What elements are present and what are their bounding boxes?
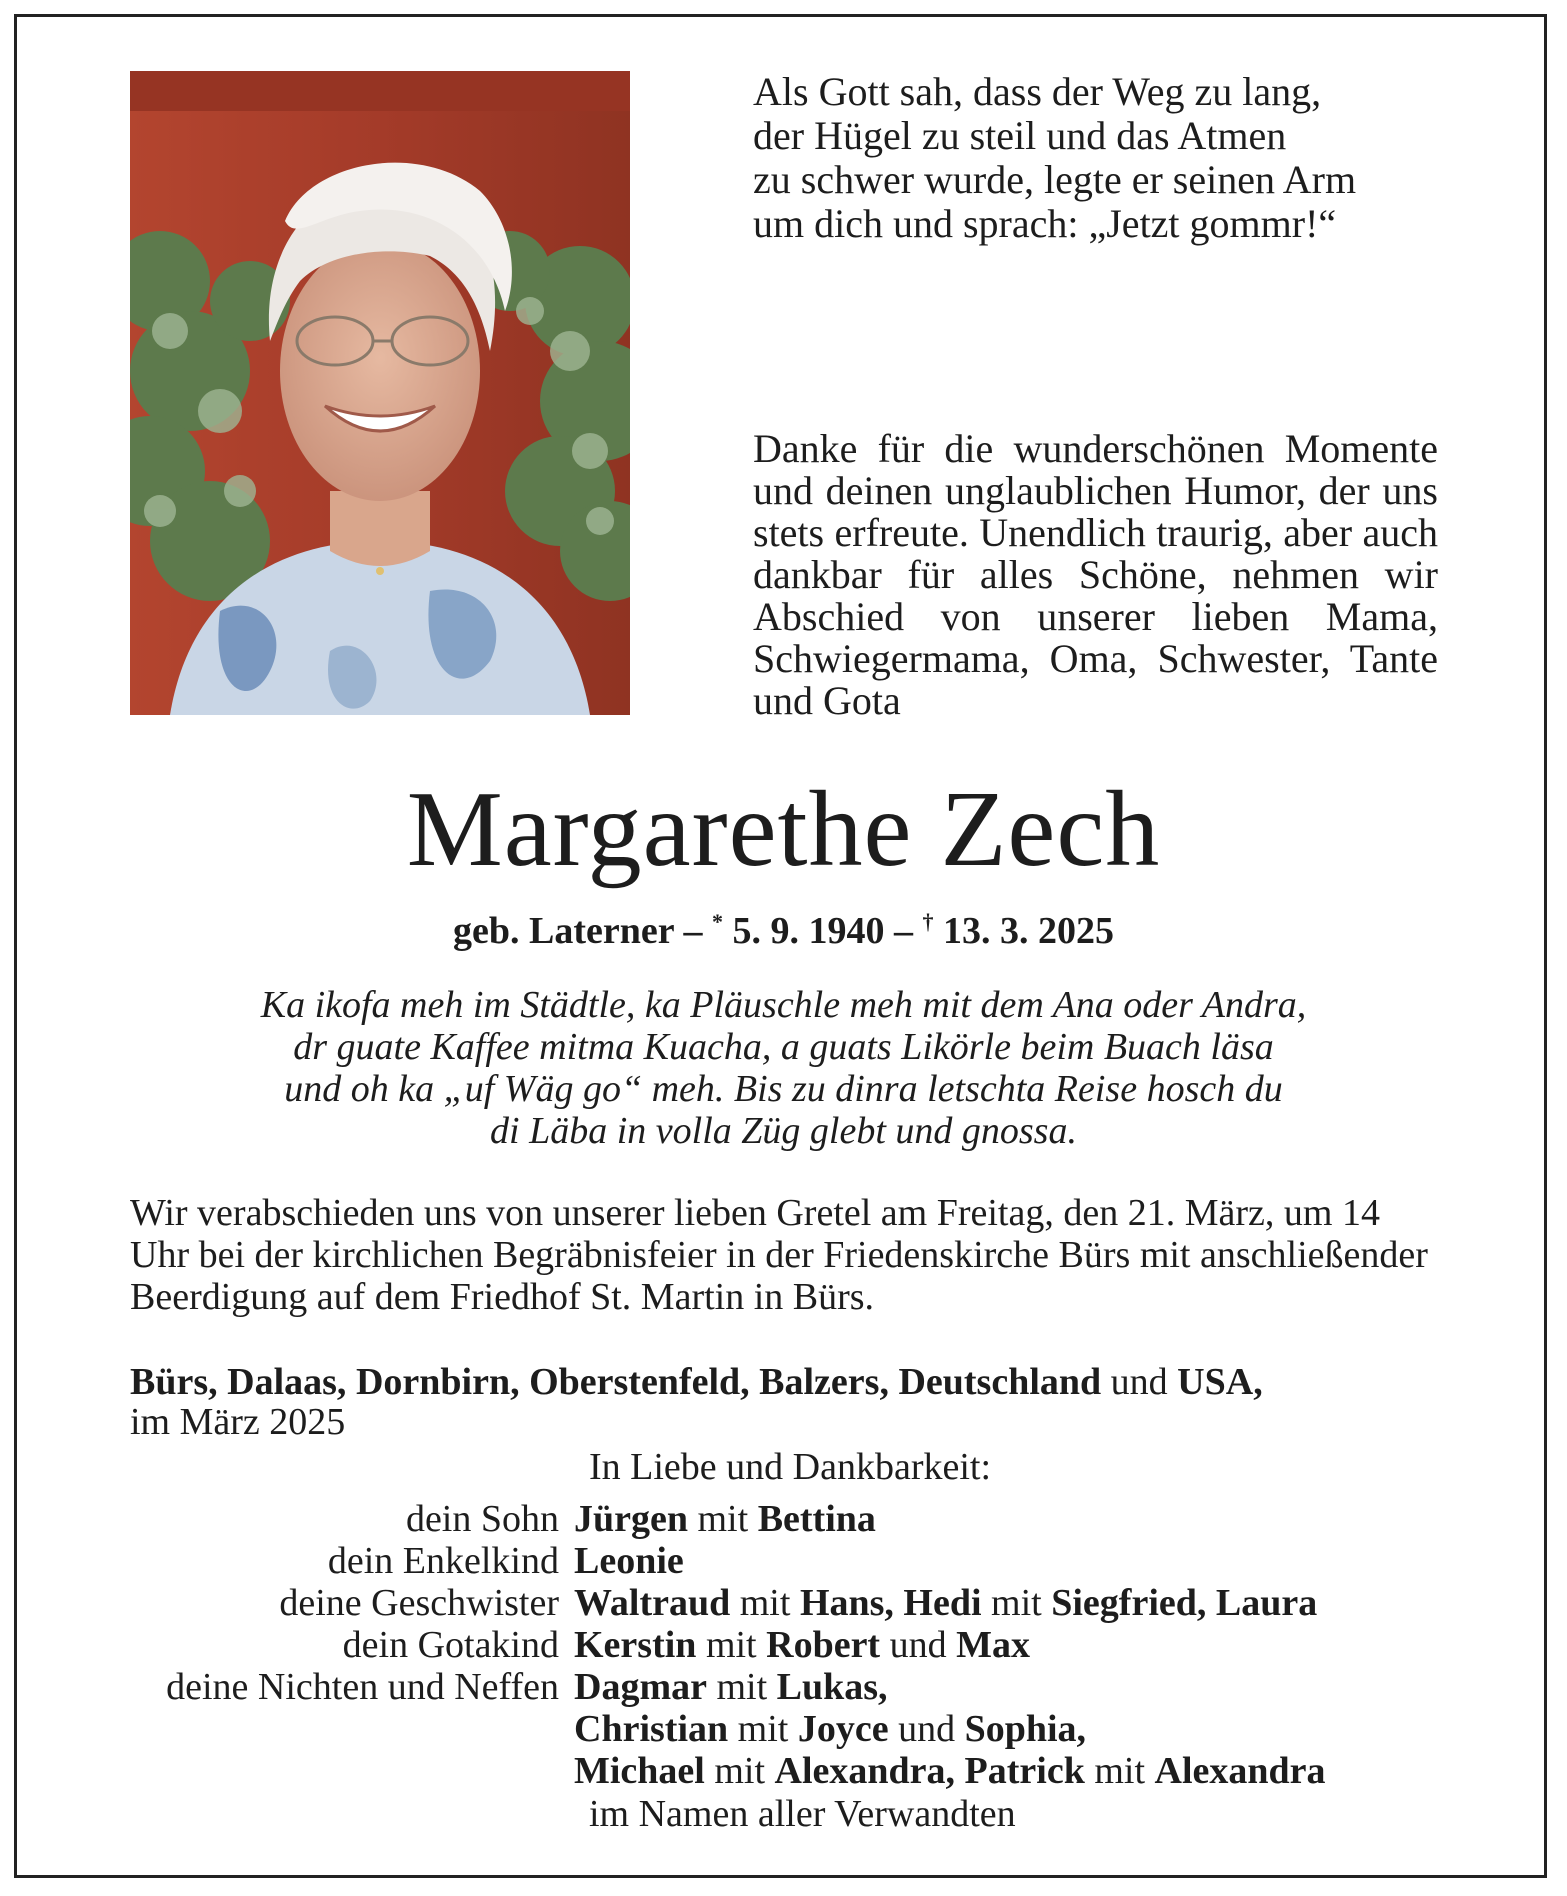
places-and-date	[130, 1362, 1460, 1442]
relation-label	[130, 1708, 574, 1750]
birth-name: geb. Laterner	[453, 910, 674, 952]
place: Deutschland	[898, 1361, 1102, 1403]
connector: mit	[706, 1666, 777, 1708]
dialect-line: dr guate Kaffee mitma Kuacha, a guats Likörle beim Buach läsa	[293, 1026, 1274, 1068]
dialect-line: Ka ikofa meh im Städtle, ka Pläuschle meh mit dem Ana oder Andra,	[260, 984, 1307, 1026]
family-list	[130, 1498, 1460, 1792]
relative-name: Jürgen	[574, 1498, 688, 1540]
dialect-line: und oh ka „uf Wäg go“ meh. Bis zu dinra letschta Reise hosch du	[284, 1068, 1283, 1110]
relation-label: dein Gotakind	[342, 1624, 559, 1666]
poem	[753, 70, 1453, 246]
family-row	[130, 1624, 1460, 1666]
dialect-line: di Läba in volla Züg glebt und gnossa.	[490, 1110, 1077, 1152]
closing-line: im Namen aller Verwandten	[589, 1793, 1016, 1835]
family-row	[130, 1498, 1460, 1540]
place: Dornbirn,	[355, 1361, 520, 1403]
separator: –	[673, 910, 712, 952]
relative-name: Kerstin	[574, 1624, 697, 1666]
poem-line: der Hügel zu steil und das Atmen	[753, 113, 1287, 158]
connector: mit	[730, 1582, 800, 1624]
family-row	[130, 1708, 1460, 1750]
connector: und	[888, 1708, 965, 1750]
relative-names	[574, 1498, 876, 1540]
relative-name: Sophia,	[964, 1708, 1087, 1750]
connector: mit	[688, 1498, 758, 1540]
deceased-name: Margarethe Zech	[406, 770, 1161, 889]
life-dates	[0, 898, 1567, 955]
connector: und	[880, 1624, 957, 1666]
connector: mit	[1084, 1750, 1155, 1792]
relative-name: Christian	[574, 1708, 729, 1750]
poem-line: um dich und sprach: „Jetzt gommr!“	[753, 201, 1337, 246]
places-line	[130, 1362, 1460, 1402]
relative-name: Alexandra, Patrick	[774, 1750, 1085, 1792]
family-row	[130, 1582, 1460, 1624]
place: Dalaas,	[227, 1361, 347, 1403]
conjunction: und	[1110, 1361, 1168, 1403]
portrait-photo	[130, 71, 630, 715]
relative-name: Joyce	[797, 1708, 889, 1750]
love-line: In Liebe und Dankbarkeit:	[589, 1446, 992, 1488]
family-row	[130, 1666, 1460, 1708]
relative-name: Dagmar	[574, 1666, 707, 1708]
relation-label: dein Enkelkind	[327, 1540, 559, 1582]
relative-names	[574, 1582, 1317, 1624]
relative-name: Michael	[574, 1750, 705, 1792]
death-date: 13. 3. 2025	[942, 910, 1114, 952]
relation-label: deine Nichten und Neffen	[166, 1666, 559, 1708]
family-row	[130, 1750, 1460, 1792]
place: USA,	[1177, 1361, 1263, 1403]
place: Balzers,	[759, 1361, 889, 1403]
poem-line: Als Gott sah, dass der Weg zu lang,	[753, 69, 1322, 114]
relative-names	[574, 1750, 1326, 1792]
relative-names	[574, 1708, 1086, 1750]
thanks-text: Danke für die wunderschönen Momente und deinen unglaublichen Humor, der uns stets erfreute. Unendlich traurig, aber auch dankbar für alles Schöne, nehmen wir Abschied von unserer lieben Mama, Schwiegermama, Oma, Schwester, Tante und Gota	[753, 426, 1438, 723]
place: Bürs,	[130, 1361, 218, 1403]
relative-name: Alexandra	[1154, 1750, 1326, 1792]
relation-label	[130, 1750, 574, 1792]
announcement-date: im März 2025	[130, 1401, 346, 1443]
family-row	[130, 1540, 1460, 1582]
birth-date: 5. 9. 1940	[732, 910, 885, 952]
dialect-verse	[180, 984, 1387, 1152]
relative-name: Siegfried, Laura	[1051, 1582, 1318, 1624]
relative-names	[574, 1540, 684, 1582]
relative-name: Leonie	[574, 1540, 684, 1582]
poem-line: zu schwer wurde, legte er seinen Arm	[753, 157, 1357, 202]
relative-name: Max	[956, 1624, 1030, 1666]
relative-name: Robert	[766, 1624, 881, 1666]
relative-name: Waltraud	[574, 1582, 731, 1624]
connector: mit	[696, 1624, 767, 1666]
funeral-announcement: Wir verabschieden uns von unserer lieben Gretel am Freitag, den 21. März, um 14 Uhr bei der kirchlichen Begräbnisfeier in der Friedenskirche Bürs mit anschließender Beerdigung auf dem Friedhof St. Martin in Bürs.	[130, 1192, 1428, 1318]
relative-names	[574, 1624, 1030, 1666]
relative-name: Bettina	[757, 1498, 876, 1540]
relative-names	[574, 1666, 888, 1708]
relative-name: Lukas,	[776, 1666, 888, 1708]
born-symbol: *	[711, 909, 723, 934]
connector: mit	[704, 1750, 775, 1792]
died-symbol: †	[922, 909, 934, 934]
separator: –	[884, 910, 923, 952]
relation-label: deine Geschwister	[279, 1582, 559, 1624]
relation-label: dein Sohn	[405, 1498, 559, 1540]
connector: mit	[728, 1708, 798, 1750]
place: Oberstenfeld,	[529, 1361, 750, 1403]
relative-name: Hans, Hedi	[799, 1582, 982, 1624]
connector: mit	[981, 1582, 1052, 1624]
